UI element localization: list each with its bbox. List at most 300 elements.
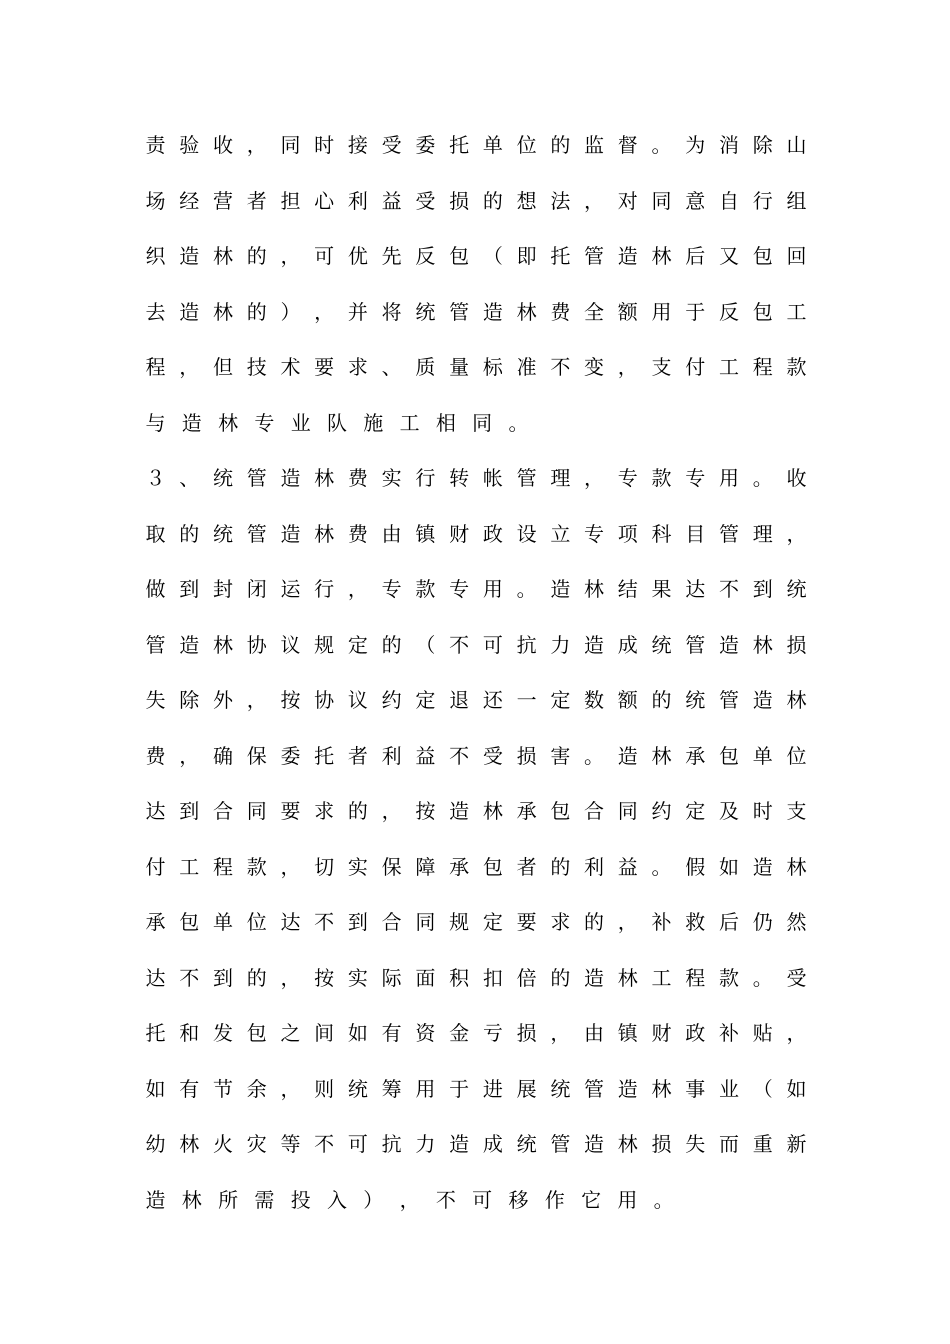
text-line (145, 784, 807, 840)
text-glyph: 财 (449, 521, 470, 546)
text-glyph: 如 (347, 1021, 368, 1045)
text-glyph: 费 (550, 299, 571, 324)
text-glyph: 的 (246, 299, 267, 324)
text-glyph: （ (752, 1076, 773, 1101)
text-glyph: 单 (212, 910, 233, 934)
text-glyph: 后 (718, 910, 739, 934)
text-glyph: 管 (246, 521, 267, 546)
text-glyph: 工 (786, 299, 807, 324)
text-glyph: 造 (179, 299, 200, 324)
text-glyph: ３ (145, 466, 166, 490)
text-glyph: 林 (516, 299, 537, 324)
text-glyph: 可 (472, 1187, 493, 1212)
text-glyph: 转 (449, 466, 470, 490)
text-glyph: 业 (290, 410, 311, 435)
text-glyph: ， (246, 688, 267, 712)
text-glyph: 位 (246, 910, 267, 934)
text-glyph: 造 (280, 521, 301, 546)
text-glyph: 消 (718, 133, 739, 157)
text-glyph: 林 (218, 410, 239, 435)
text-glyph: 营 (212, 188, 233, 213)
text-glyph: 、 (381, 355, 402, 379)
text-glyph: 受 (381, 133, 402, 157)
text-glyph: 求 (314, 799, 335, 823)
text-glyph: ， (179, 355, 200, 379)
text-glyph: 队 (326, 410, 347, 435)
text-glyph: 补 (718, 1021, 739, 1045)
text-glyph: 又 (718, 244, 739, 268)
text-glyph: 补 (651, 910, 672, 934)
text-glyph: 造 (280, 466, 301, 490)
text-glyph: 林 (617, 965, 638, 990)
text-glyph: 包 (550, 799, 571, 823)
text-glyph: 受 (482, 743, 503, 768)
text-glyph: 林 (482, 799, 503, 823)
text-glyph: 林 (584, 577, 605, 601)
text-glyph: 力 (550, 632, 571, 657)
text-glyph: 额 (617, 688, 638, 712)
text-glyph: 一 (516, 688, 537, 712)
text-glyph: 用 (482, 577, 503, 601)
text-glyph: 如 (145, 1076, 166, 1101)
text-line (145, 673, 807, 729)
text-glyph: 失 (145, 688, 166, 712)
text-glyph: 切 (314, 854, 335, 879)
text-glyph: 专 (449, 577, 470, 601)
text-glyph: 托 (145, 1021, 166, 1045)
text-glyph: 验 (179, 133, 200, 157)
text-glyph: 力 (415, 1132, 436, 1156)
text-glyph: 林 (617, 1132, 638, 1156)
text-glyph: 管 (145, 632, 166, 657)
text-glyph: 定 (550, 688, 571, 712)
text-glyph: 。 (752, 466, 773, 490)
text-glyph: 管 (449, 299, 470, 324)
text-glyph: 达 (145, 799, 166, 823)
text-glyph: 要 (314, 355, 335, 379)
text-glyph: 额 (617, 299, 638, 324)
text-glyph: 。 (516, 577, 537, 601)
text-glyph: 管 (685, 632, 706, 657)
text-glyph: 理 (550, 466, 571, 490)
text-glyph: 和 (179, 1021, 200, 1045)
text-glyph: 自 (718, 188, 739, 213)
text-glyph: 量 (449, 355, 470, 379)
text-glyph: 害 (550, 743, 571, 768)
text-glyph: ， (617, 355, 638, 379)
text-glyph: 失 (685, 1132, 706, 1156)
text-glyph: 不 (314, 910, 335, 934)
text-glyph: 先 (381, 244, 402, 268)
text-glyph: 如 (786, 1076, 807, 1101)
text-glyph: 按 (415, 799, 436, 823)
text-glyph: 支 (786, 799, 807, 823)
text-glyph: 损 (516, 743, 537, 768)
text-glyph: 灾 (246, 1132, 267, 1156)
text-glyph: 。 (584, 743, 605, 768)
text-glyph: 。 (653, 1187, 674, 1212)
text-glyph: 回 (786, 244, 807, 268)
text-line (145, 562, 807, 618)
text-glyph: 统 (651, 632, 672, 657)
text-glyph: 取 (145, 521, 166, 546)
text-glyph: 林 (651, 743, 672, 768)
text-glyph: 专 (617, 466, 638, 490)
text-glyph: 不 (435, 1187, 456, 1212)
text-glyph: 经 (179, 188, 200, 213)
text-glyph: 余 (246, 1076, 267, 1101)
text-glyph: 想 (516, 188, 537, 213)
text-line (145, 507, 807, 563)
text-line (145, 118, 807, 174)
text-glyph: 工 (651, 965, 672, 990)
text-glyph: 要 (516, 910, 537, 934)
text-glyph: 包 (449, 244, 470, 268)
text-glyph: 等 (280, 1132, 301, 1156)
text-glyph: 行 (415, 466, 436, 490)
text-glyph: 托 (449, 133, 470, 157)
text-glyph: 同 (472, 410, 493, 435)
text-glyph: 议 (280, 632, 301, 657)
text-glyph: 达 (685, 577, 706, 601)
text-glyph: 单 (752, 743, 773, 768)
text-glyph: 管 (516, 466, 537, 490)
text-glyph: 有 (179, 1076, 200, 1101)
text-glyph: 后 (685, 244, 706, 268)
text-glyph: 需 (254, 1187, 275, 1212)
text-glyph: 项 (617, 521, 638, 546)
text-glyph: 同 (617, 799, 638, 823)
text-glyph: 帐 (482, 466, 503, 490)
text-glyph: 工 (179, 854, 200, 879)
text-glyph: 造 (449, 799, 470, 823)
text-glyph: 造 (617, 1076, 638, 1101)
text-glyph: 不 (179, 965, 200, 990)
text-glyph: 对 (617, 188, 638, 213)
text-glyph: 损 (449, 188, 470, 213)
text-glyph: 障 (415, 854, 436, 879)
text-glyph: 扣 (482, 965, 503, 990)
text-glyph: 质 (415, 355, 436, 379)
text-glyph: 意 (685, 188, 706, 213)
text-glyph: 保 (381, 854, 402, 879)
text-glyph: 于 (685, 299, 706, 324)
text-glyph: 不 (449, 632, 470, 657)
text-glyph: 时 (752, 799, 773, 823)
text-glyph: 管 (246, 466, 267, 490)
text-glyph: 资 (415, 1021, 436, 1045)
text-glyph: 仍 (752, 910, 773, 934)
text-glyph: 设 (516, 521, 537, 546)
text-glyph: （ (482, 244, 503, 268)
text-glyph: 造 (482, 299, 503, 324)
text-glyph: 专 (685, 466, 706, 490)
text-line (145, 340, 807, 396)
text-glyph: 接 (347, 133, 368, 157)
text-glyph: 除 (179, 688, 200, 712)
text-glyph: 反 (718, 299, 739, 324)
text-glyph: 统 (212, 466, 233, 490)
text-glyph: 不 (550, 355, 571, 379)
text-glyph: 造 (617, 244, 638, 268)
text-glyph: 贴 (752, 1021, 773, 1045)
text-line (145, 1173, 807, 1229)
text-glyph: 镇 (415, 521, 436, 546)
text-glyph: 作 (544, 1187, 565, 1212)
text-glyph: 心 (314, 188, 335, 213)
text-glyph: 程 (212, 854, 233, 879)
text-glyph: 的 (550, 854, 571, 879)
text-glyph: 所 (218, 1187, 239, 1212)
text-glyph: 全 (584, 299, 605, 324)
text-glyph: 包 (752, 244, 773, 268)
text-glyph: 同 (280, 133, 301, 157)
text-glyph: 退 (449, 688, 470, 712)
text-glyph: 统 (550, 1076, 571, 1101)
text-glyph: 行 (314, 577, 335, 601)
text-glyph: 管 (584, 1076, 605, 1101)
text-glyph: 。 (651, 854, 672, 879)
text-glyph: 实 (347, 854, 368, 879)
text-glyph: 受 (415, 188, 436, 213)
text-glyph: 到 (179, 577, 200, 601)
text-glyph: 林 (179, 1132, 200, 1156)
text-glyph: 发 (212, 1021, 233, 1045)
text-glyph: 统 (347, 1076, 368, 1101)
text-glyph: 管 (584, 244, 605, 268)
text-glyph: 定 (482, 910, 503, 934)
text-glyph: 为 (685, 133, 706, 157)
text-glyph: ， (786, 521, 807, 546)
text-glyph: 确 (212, 743, 233, 768)
text-glyph: 的 (550, 965, 571, 990)
text-glyph: 损 (651, 1132, 672, 1156)
text-glyph: 还 (482, 688, 503, 712)
text-glyph: 求 (347, 355, 368, 379)
text-glyph: 不 (718, 577, 739, 601)
text-glyph: ， (280, 965, 301, 990)
text-glyph: 展 (516, 1076, 537, 1101)
text-line (145, 1062, 807, 1118)
text-glyph: 损 (786, 632, 807, 657)
text-glyph: 林 (181, 1187, 202, 1212)
text-glyph: 费 (145, 743, 166, 768)
text-glyph: 包 (482, 854, 503, 879)
text-glyph: ， (179, 743, 200, 768)
text-glyph: 工 (718, 355, 739, 379)
text-glyph: 包 (246, 1021, 267, 1045)
text-glyph: 造 (752, 688, 773, 712)
text-glyph: 外 (212, 688, 233, 712)
text-line (145, 895, 807, 951)
text-glyph: 林 (651, 244, 672, 268)
text-glyph: 由 (381, 521, 402, 546)
text-glyph: 管 (550, 1132, 571, 1156)
text-glyph: 专 (381, 577, 402, 601)
text-glyph: 支 (651, 355, 672, 379)
text-glyph: 然 (786, 910, 807, 934)
text-glyph: 造 (584, 632, 605, 657)
text-glyph: 承 (685, 743, 706, 768)
text-glyph: 造 (584, 1132, 605, 1156)
text-glyph: 、 (179, 466, 200, 490)
text-glyph: 立 (550, 521, 571, 546)
text-glyph: 但 (212, 355, 233, 379)
text-glyph: 则 (314, 1076, 335, 1101)
text-glyph: 用 (651, 299, 672, 324)
text-glyph: ， (347, 577, 368, 601)
text-glyph: 山 (786, 133, 807, 157)
text-glyph: 镇 (617, 1021, 638, 1045)
text-glyph: 变 (584, 355, 605, 379)
text-glyph: 救 (685, 910, 706, 934)
text-glyph: 担 (280, 188, 301, 213)
text-glyph: 托 (550, 244, 571, 268)
text-glyph: 的 (179, 521, 200, 546)
text-glyph: 款 (786, 355, 807, 379)
text-glyph: ） (280, 299, 301, 324)
text-glyph: 及 (718, 799, 739, 823)
text-glyph: 。 (752, 965, 773, 990)
text-glyph: 利 (584, 854, 605, 879)
text-glyph: 可 (482, 632, 503, 657)
text-glyph: 统 (212, 521, 233, 546)
text-glyph: 到 (212, 965, 233, 990)
text-glyph: 保 (246, 743, 267, 768)
text-glyph: 重 (752, 1132, 773, 1156)
text-glyph: 行 (752, 188, 773, 213)
text-glyph: 用 (718, 466, 739, 490)
text-glyph: 专 (254, 410, 275, 435)
text-glyph: ， (246, 133, 267, 157)
text-glyph: 幼 (145, 1132, 166, 1156)
text-glyph: 到 (752, 577, 773, 601)
text-glyph: ， (280, 854, 301, 879)
text-glyph: 之 (280, 1021, 301, 1045)
text-glyph: 政 (685, 1021, 706, 1045)
text-glyph: ， (617, 910, 638, 934)
text-glyph: 款 (415, 577, 436, 601)
text-glyph: 的 (381, 632, 402, 657)
text-glyph: 有 (381, 1021, 402, 1045)
text-glyph: 造 (584, 965, 605, 990)
text-glyph: 可 (314, 244, 335, 268)
text-glyph: 管 (718, 688, 739, 712)
text-glyph: 者 (347, 743, 368, 768)
text-glyph: （ (415, 632, 436, 657)
text-glyph: 林 (786, 688, 807, 712)
text-glyph: 位 (786, 743, 807, 768)
text-glyph: 即 (516, 244, 537, 268)
text-glyph: 织 (145, 244, 166, 268)
text-glyph: 抗 (381, 1132, 402, 1156)
text-glyph: 同 (415, 910, 436, 934)
text-glyph: 事 (685, 1076, 706, 1101)
text-glyph: 造 (145, 1187, 166, 1212)
text-glyph: 程 (145, 355, 166, 379)
text-glyph: 节 (212, 1076, 233, 1101)
text-glyph: 的 (347, 799, 368, 823)
text-glyph: 假 (685, 854, 706, 879)
text-glyph: 求 (550, 910, 571, 934)
text-line (145, 1117, 807, 1173)
text-glyph: 统 (685, 688, 706, 712)
text-glyph: 目 (685, 521, 706, 546)
text-glyph: 监 (584, 133, 605, 157)
text-glyph: 它 (581, 1187, 602, 1212)
text-glyph: 的 (482, 188, 503, 213)
text-glyph: 工 (399, 410, 420, 435)
text-glyph: 结 (617, 577, 638, 601)
text-line (145, 174, 807, 230)
text-glyph: 。 (508, 410, 529, 435)
text-glyph: 投 (290, 1187, 311, 1212)
text-glyph: 包 (718, 743, 739, 768)
text-glyph: 委 (280, 743, 301, 768)
text-glyph: 与 (145, 410, 166, 435)
text-glyph: 收 (212, 133, 233, 157)
text-glyph: 术 (280, 355, 301, 379)
text-glyph: 位 (516, 133, 537, 157)
text-glyph: 利 (381, 743, 402, 768)
text-glyph: 金 (449, 1021, 470, 1045)
text-glyph: 益 (617, 854, 638, 879)
text-glyph: 规 (449, 910, 470, 934)
text-glyph: 协 (246, 632, 267, 657)
text-glyph: 的 (246, 244, 267, 268)
text-glyph: 相 (435, 410, 456, 435)
text-glyph: 统 (415, 299, 436, 324)
text-glyph: 管 (718, 521, 739, 546)
text-glyph: 单 (482, 133, 503, 157)
text-glyph: 用 (415, 1076, 436, 1101)
text-line (145, 618, 807, 674)
text-glyph: 到 (347, 910, 368, 934)
text-glyph: 合 (212, 799, 233, 823)
text-glyph: 成 (617, 632, 638, 657)
text-glyph: 损 (516, 1021, 537, 1045)
text-glyph: 用 (617, 1187, 638, 1212)
text-glyph: 除 (752, 133, 773, 157)
text-glyph: 去 (145, 299, 166, 324)
text-glyph: 。 (651, 133, 672, 157)
text-glyph: 法 (550, 188, 571, 213)
text-glyph: ， (314, 299, 335, 324)
text-glyph: 费 (347, 466, 368, 490)
text-glyph: 果 (651, 577, 672, 601)
text-glyph: 造 (617, 743, 638, 768)
text-glyph: 不 (449, 743, 470, 768)
text-line (145, 229, 807, 285)
text-glyph: 约 (651, 799, 672, 823)
text-glyph: 造 (752, 854, 773, 879)
text-glyph: 数 (584, 688, 605, 712)
text-glyph: 成 (482, 1132, 503, 1156)
text-glyph: 达 (145, 965, 166, 990)
text-glyph: 承 (145, 910, 166, 934)
text-glyph: 做 (145, 577, 166, 601)
text-glyph: 林 (651, 1076, 672, 1101)
body-text (145, 118, 807, 1228)
text-glyph: 不 (314, 1132, 335, 1156)
text-glyph: 包 (179, 910, 200, 934)
text-glyph: 优 (347, 244, 368, 268)
text-glyph: 付 (685, 355, 706, 379)
text-glyph: 按 (280, 688, 301, 712)
text-line (145, 285, 807, 341)
text-glyph: ） (363, 1187, 384, 1212)
text-glyph: 标 (482, 355, 503, 379)
